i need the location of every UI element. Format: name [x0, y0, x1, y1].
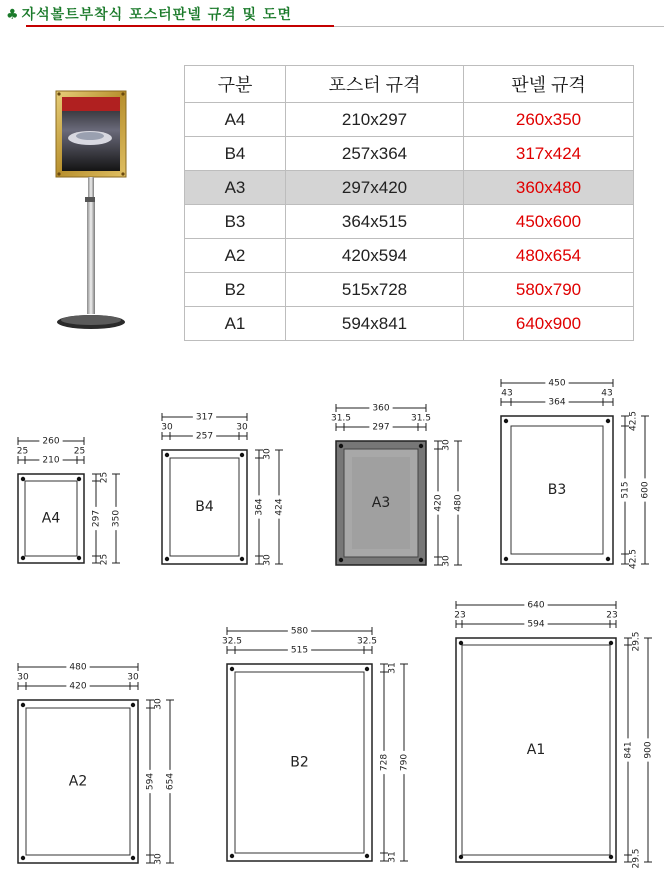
diagram-b3 [501, 379, 651, 570]
magnet-bolt-icon [131, 856, 135, 860]
dimension-label: 23 [454, 610, 466, 621]
magnet-bolt-icon [419, 558, 423, 562]
dimension-label: 29.5 [631, 848, 642, 869]
dimension-label: 594 [145, 772, 156, 791]
col-header-size: 구분 [185, 66, 286, 103]
cell-panel: 580x790 [464, 273, 634, 307]
magnet-bolt-icon [459, 641, 463, 645]
dimension-label: 450 [548, 378, 566, 389]
dimension-label: 580 [290, 626, 309, 637]
dimension-label: 640 [527, 600, 545, 611]
dimension-label: 257 [195, 431, 214, 442]
dimension-label: 30 [262, 448, 273, 460]
club-icon: ♣ [6, 7, 20, 23]
panel-size-label: B3 [547, 482, 567, 498]
dimension-label: 25 [99, 471, 110, 484]
cell-poster: 594x841 [286, 307, 464, 341]
diagram-b2 [222, 627, 410, 863]
dimension-label: 297 [91, 509, 102, 528]
cell-poster: 515x728 [286, 273, 464, 307]
diagram-a3 [331, 404, 464, 567]
magnet-bolt-icon [230, 854, 234, 858]
dimension-label: 31.5 [330, 413, 352, 424]
dimension-label: 420 [69, 681, 87, 692]
magnet-bolt-icon [77, 477, 81, 481]
dimension-label: 360 [372, 403, 390, 414]
dimension-label: 210 [42, 455, 60, 466]
dimension-label: 480 [453, 494, 464, 512]
page-title-text: 자석볼트부착식 포스터판넬 규격 및 도면 [21, 7, 292, 23]
diagram-a2 [17, 663, 175, 865]
dimension-label: 30 [441, 555, 452, 567]
dimension-label: 25 [99, 553, 110, 566]
dimension-label: 317 [195, 412, 214, 423]
dimension-label: 30 [262, 554, 273, 566]
magnet-bolt-icon [365, 854, 369, 858]
panel-size-label: A2 [68, 773, 88, 790]
magnet-bolt-icon [21, 477, 25, 481]
dimension-label: 350 [111, 509, 122, 528]
dimension-label: 364 [254, 498, 265, 516]
panel-size-label: A1 [526, 742, 546, 758]
cell-panel: 640x900 [464, 307, 634, 341]
magnet-bolt-icon [21, 703, 25, 707]
magnet-bolt-icon [131, 703, 135, 707]
cell-size: B3 [185, 205, 286, 239]
dimension-label: 32.5 [356, 636, 378, 647]
dimension-label: 30 [153, 698, 164, 710]
dimension-label: 30 [153, 853, 164, 865]
magnet-bolt-icon [21, 556, 25, 560]
cell-panel: 317x424 [464, 137, 634, 171]
cell-panel: 360x480 [464, 171, 634, 205]
diagram-b4 [161, 413, 284, 566]
diagram-a1 [454, 601, 653, 869]
panel-size-label: A4 [41, 510, 61, 527]
cell-poster: 297x420 [286, 171, 464, 205]
dimension-label: 364 [548, 397, 566, 408]
magnet-bolt-icon [459, 855, 463, 859]
dimension-label: 30 [161, 422, 173, 433]
dimension-label: 654 [165, 772, 176, 791]
magnet-bolt-icon [165, 453, 169, 457]
dimension-label: 30 [441, 439, 452, 451]
dimension-label: 515 [620, 481, 631, 499]
dimension-label: 480 [69, 662, 87, 673]
cell-size: B2 [185, 273, 286, 307]
dimension-label: 42.5 [628, 548, 639, 570]
diagram-a4 [17, 437, 122, 566]
dimension-label: 31 [387, 662, 398, 674]
magnet-bolt-icon [365, 667, 369, 671]
col-header-poster: 포스터 규격 [286, 66, 464, 103]
cell-size: A4 [185, 103, 286, 137]
dimension-label: 25 [73, 446, 86, 457]
dimension-label: 600 [640, 481, 651, 499]
panel-size-label: B4 [195, 499, 214, 515]
dimension-label: 31.5 [410, 413, 432, 424]
dimension-label: 23 [606, 610, 618, 621]
dimension-label: 42.5 [628, 410, 639, 432]
cell-poster: 364x515 [286, 205, 464, 239]
dimension-label: 30 [127, 672, 139, 683]
magnet-bolt-icon [609, 855, 613, 859]
magnet-bolt-icon [240, 557, 244, 561]
cell-size: A1 [185, 307, 286, 341]
magnet-bolt-icon [339, 558, 343, 562]
cell-size: B4 [185, 137, 286, 171]
dimension-label: 32.5 [221, 636, 243, 647]
dimension-label: 297 [372, 422, 390, 433]
magnet-bolt-icon [504, 557, 508, 561]
dimension-label: 43 [501, 388, 513, 399]
dimension-label: 260 [42, 436, 60, 447]
dimension-label: 515 [290, 645, 309, 656]
magnet-bolt-icon [606, 419, 610, 423]
magnet-bolt-icon [165, 557, 169, 561]
dimension-label: 728 [379, 753, 390, 772]
cell-poster: 257x364 [286, 137, 464, 171]
dimension-label: 900 [643, 741, 654, 759]
dimension-label: 29.5 [631, 631, 642, 652]
dimension-label: 841 [623, 741, 634, 759]
cell-poster: 210x297 [286, 103, 464, 137]
magnet-bolt-icon [609, 641, 613, 645]
cell-panel: 260x350 [464, 103, 634, 137]
magnet-bolt-icon [504, 419, 508, 423]
magnet-bolt-icon [240, 453, 244, 457]
cell-panel: 480x654 [464, 239, 634, 273]
dimension-label: 43 [601, 388, 613, 399]
dimension-label: 790 [399, 753, 410, 772]
cell-size: A2 [185, 239, 286, 273]
dimension-label: 31 [387, 851, 398, 863]
magnet-bolt-icon [339, 444, 343, 448]
panel-size-label: B2 [290, 754, 309, 771]
magnet-bolt-icon [230, 667, 234, 671]
dimension-label: 25 [16, 446, 29, 457]
col-header-panel: 판넬 규격 [464, 66, 634, 103]
cell-size: A3 [185, 171, 286, 205]
dimension-label: 594 [527, 619, 545, 630]
magnet-bolt-icon [77, 556, 81, 560]
cell-panel: 450x600 [464, 205, 634, 239]
magnet-bolt-icon [21, 856, 25, 860]
dimension-label: 424 [274, 498, 285, 516]
dimension-label: 420 [433, 494, 444, 512]
magnet-bolt-icon [419, 444, 423, 448]
panel-size-label: A3 [371, 495, 391, 511]
dimension-label: 30 [17, 672, 29, 683]
magnet-bolt-icon [606, 557, 610, 561]
cell-poster: 420x594 [286, 239, 464, 273]
dimension-label: 30 [236, 422, 248, 433]
